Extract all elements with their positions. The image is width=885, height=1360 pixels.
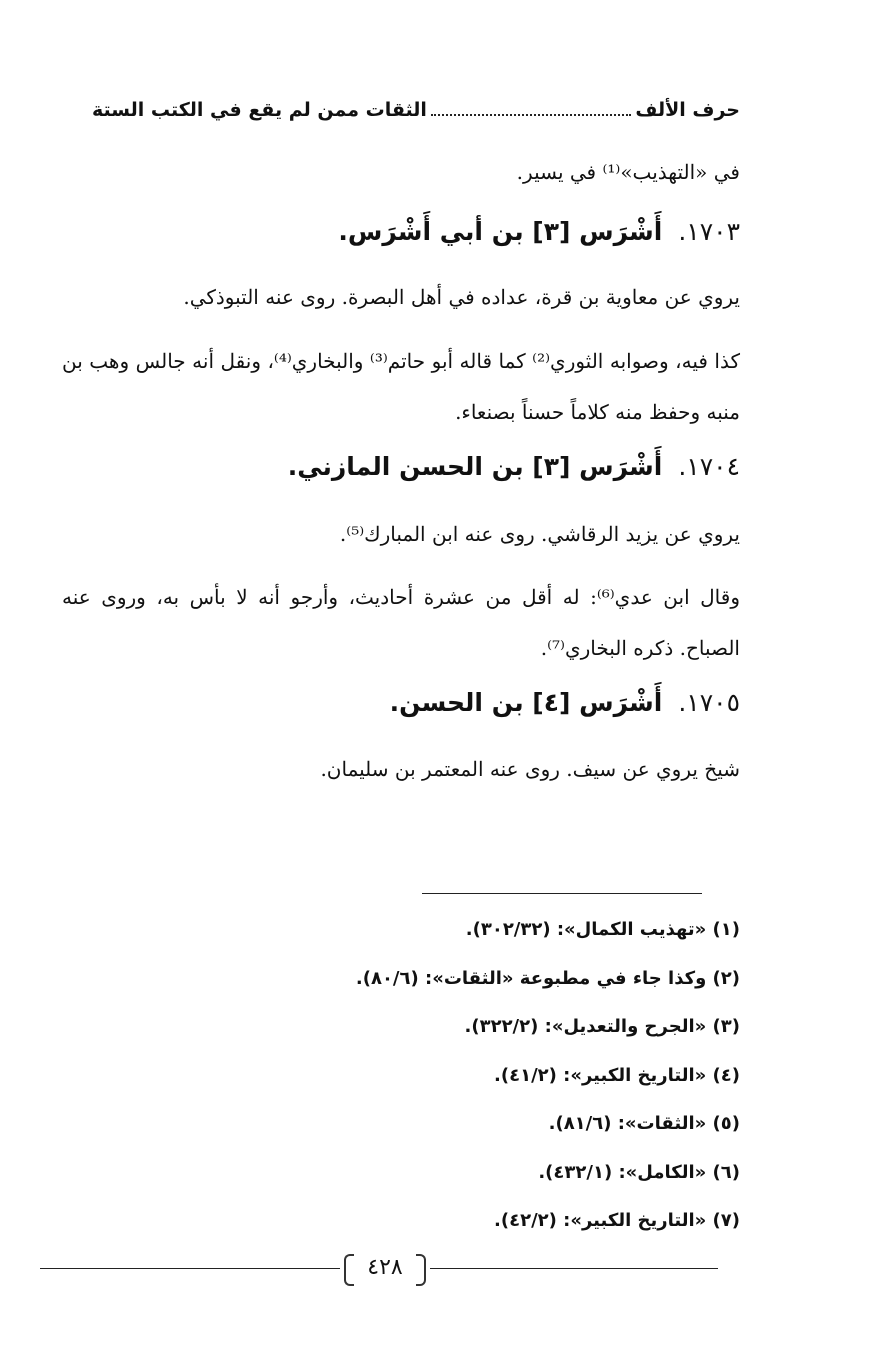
footnote-item: (٦) «الكامل»: (٤٣٢/١). [538,1161,740,1183]
footnotes [356,910,740,1250]
entry-title: أَشْرَس [٣] بن أبي أَشْرَس. [338,217,663,246]
header-book-title: الثقات ممن لم يقع في الكتب الستة [92,99,427,121]
footer-rule-left [40,1268,340,1269]
entry-number: ١٧٠٤. [678,452,740,481]
entry-number: ١٧٠٣. [678,217,740,246]
entry-paragraph: وقال ابن عدي⁽⁶⁾: له أقل من عشرة أحاديث، وأرجو أنه لا بأس به، وروى عنه الصباح. ذكره البخاري⁽⁷⁾. [62,585,740,660]
entry-paragraph: يروي عن يزيد الرقاشي. روى عنه ابن المبارك⁽⁵⁾. [339,522,740,546]
entry-paragraph: يروي عن معاوية بن قرة، عداده في أهل البصرة. روى عنه التبوذكي. [183,285,740,309]
footnote-item: (١) «تهذيب الكمال»: (٣٠٢/٣٢). [465,919,740,940]
footnote-item: (٤) «التاريخ الكبير»: (٤١/٢). [494,1064,740,1086]
intro-line: في «التهذيب»⁽¹⁾ في يسير. [516,160,740,184]
footer-rule-right [430,1268,718,1269]
entry-title: أَشْرَس [٣] بن الحسن المازني. [287,452,663,481]
header-dots [431,113,631,116]
page-number: ٤٢٨ [340,1250,430,1286]
header-section: حرف الألف [635,99,740,121]
entry-paragraph: كذا فيه، وصوابه الثوري⁽²⁾ كما قاله أبو حاتم⁽³⁾ والبخاري⁽⁴⁾، ونقل أنه جالس وهب بن منبه وحفظ منه كلاماً حسناً بصنعاء. [62,349,741,424]
footnote-item: (٣) «الجرح والتعديل»: (٣٢٢/٢). [464,1016,740,1037]
entry-paragraph: شيخ يروي عن سيف. روى عنه المعتمر بن سليمان. [320,757,740,781]
entry-heading-1704 [288,452,740,481]
entry-number: ١٧٠٥. [678,688,740,717]
running-header [92,92,740,128]
footnote-separator [422,893,702,894]
footnote-item: (٥) «الثقات»: (٨١/٦). [548,1113,740,1134]
entry-heading-1705 [390,688,740,717]
entry-title: أَشْرَس [٤] بن الحسن. [389,688,663,717]
entry-heading-1703 [338,217,740,246]
footnote-item: (٧) «التاريخ الكبير»: (٤٢/٢). [494,1210,740,1231]
footnote-item: (٢) وكذا جاء في مطبوعة «الثقات»: (٨٠/٦). [355,967,740,989]
